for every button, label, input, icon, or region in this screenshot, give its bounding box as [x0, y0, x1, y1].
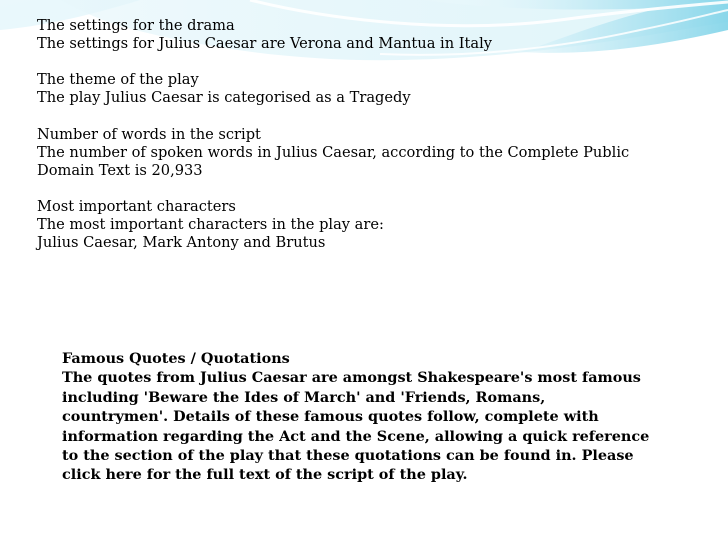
characters-text-line2: Julius Caesar, Mark Antony and Brutus [37, 234, 326, 252]
settings-heading: The settings for the drama [37, 17, 235, 34]
spacer [37, 53, 717, 71]
words-text-line2: Domain Text is 20,933 [37, 161, 203, 179]
spacer [37, 180, 717, 198]
quotes-line: The quotes from Julius Caesar are amongst Shakespeare's most famous [62, 369, 641, 387]
quotes-heading: Famous Quotes / Quotations [62, 350, 290, 367]
words-text-line1: The number of spoken words in Julius Caesar, according to the Complete Public [37, 143, 630, 161]
quotes-line: including 'Beware the Ides of March' and 'Friends, Romans, [62, 388, 546, 406]
settings-text: The settings for Julius Caesar are Verona and Mantua in Italy [37, 35, 492, 53]
info-text-block [37, 17, 717, 252]
words-heading: Number of words in the script [37, 125, 261, 143]
quotes-line: click here for the full text of the script of the play. [62, 466, 468, 484]
theme-heading: The theme of the play [37, 71, 199, 89]
spacer [37, 107, 717, 125]
quotes-line: countrymen'. Details of these famous quotes follow, complete with [62, 408, 599, 426]
quotes-line: to the section of the play that these quotations can be found in. Please [62, 447, 634, 465]
characters-text-line1: The most important characters in the play are: [37, 216, 384, 234]
theme-text: The play Julius Caesar is categorised as a Tragedy [37, 89, 411, 107]
characters-heading: Most important characters [37, 197, 236, 215]
quotes-line: information regarding the Act and the Scene, allowing a quick reference [62, 427, 650, 445]
quotes-text-block [62, 349, 702, 485]
